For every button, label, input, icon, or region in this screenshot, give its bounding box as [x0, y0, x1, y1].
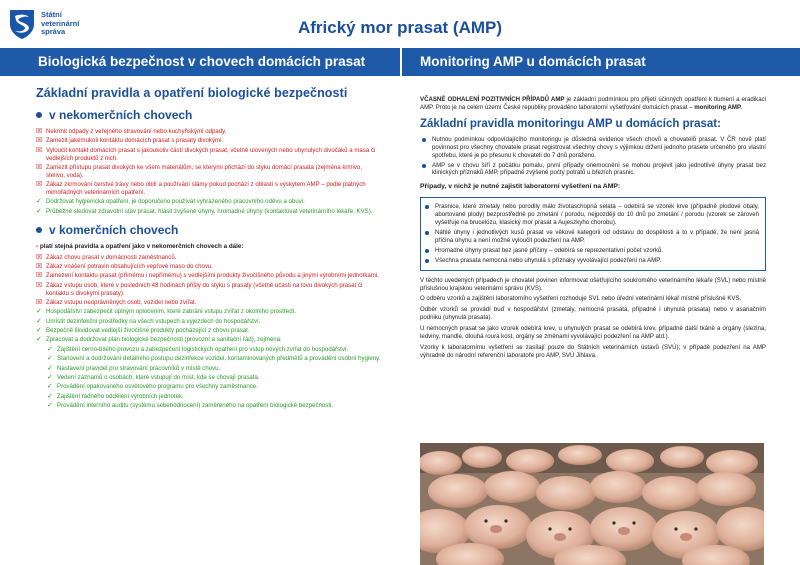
list-item-text: Provádění interního auditu (systému sebehodnocení) zaměřeného na opatření biologické bezpečnosti. [57, 402, 334, 410]
list-item [423, 203, 759, 227]
list-item-text: Vedení záznamů o osobách, které vstupují do míst, kde se chovají prasata. [57, 374, 260, 382]
list-item [47, 355, 382, 363]
intro-end: monitoring AMP. [694, 103, 742, 111]
list-item-text: Zajištění řádného oddělení výrobních jednotek. [57, 392, 184, 400]
list-item-text: Zpracovat a dodržovat plán biologické bezpečnosti (provozní a sanitační řád), zejména: [46, 336, 282, 344]
list-item [36, 147, 382, 163]
list-item [36, 272, 382, 280]
list-item-text: Hospodářství zabezpečit úplným oplocením, které zabrání vstupu zvířat z okolního prostředí. [46, 308, 296, 316]
list-item-text: Prasnice, které zmetaly nebo porodily málo životaschopná selata – odebírá se vzorek krve (případně plodové obaly, abortované plody) bezprostředně po zmetání / porodu, nejpozději do 10 dnů po zmetání / porodu (vzorek se zároveň vyšetřuje na brucelózu, klasický mor prasat a Aujeszkyho chorobu). [435, 203, 759, 227]
paragraph: Vzorky k laboratornímu vyšetření se zasílají pouze do Státních veterinárních ústavů (SVÚ); v případě podezření na AMP výhradně do národní referenční laboratoře pro AMP, SVÚ Jihlava. [420, 343, 766, 359]
monitoring-heading: Základní pravidla monitoringu AMP u domácích prasat: [420, 117, 721, 130]
list-item-text: Nastavení pravidel pro stravování pracovníků v místě chovu. [57, 364, 221, 372]
paragraph: U nemocných prasat se jako vzorek odebírá krev, u uhynulých prasat se odebírá krev, případně další tkáně a orgány (slezina, ledviny, mandle, dlouhá roura kost, orgány se změnami vyvolávající podezření na AMP atd.). [420, 325, 766, 341]
section-bar-monitoring: Monitoring AMP u domácích prasat [402, 48, 800, 76]
list-item-text: Zákaz chovu prasat v domácnosti zaměstnanců. [46, 253, 177, 261]
page-header [0, 0, 800, 46]
section-title: v komerčních chovech [49, 222, 179, 237]
list-item-text: Stanovení a dodržování detailního postupu dezinfekce vozidel, kontaminovaných předmětů a provádění osobní hygieny. [57, 355, 381, 363]
list-item [47, 393, 382, 401]
list-item-text: Zákaz vstupu osob, které v posledních 48 hodinách přišly do styku s prasaty (včetně účasti na lovu divokých prasat či kontaktu s divokými prasaty). [46, 281, 363, 297]
list-item-text: Vyloučit kontakt domácích prasat s jakoukoliv částí divokých prasat, včetně ulovených nebo uhynulých divočáků a masa či vedlejších produktů z nich. [46, 146, 376, 162]
list-item-text: Dodržovat hygienická opatření, je doporučeno používat vyhrazeného pracovního oděvu a obuvi. [46, 198, 305, 206]
x-box-icon: ☒ [36, 128, 43, 135]
x-box-icon: ☒ [36, 262, 43, 270]
check-icon: ✓ [47, 345, 53, 353]
list-item-text: Zamezit jakémukoli kontaktu domácích prasat s prasaty divokými. [46, 137, 224, 145]
cases-list [423, 203, 759, 264]
bullet-icon [422, 138, 426, 142]
paragraph: V těchto uvedených případech je chovatel povinen informovat ošetřujícího soukromého veterinárního lékaře (SVL) nebo místně příslušnou krajskou veterinární správu (KVS). [420, 276, 766, 292]
list-item [36, 327, 382, 335]
list-item-text: Nekrmit odpady z veřejného stravování nebo kuchyňskými odpady. [46, 128, 227, 135]
paragraph: O odběru vzorků a zajištění laboratorního vyšetření rozhoduje SVL nebo úřední veterinární lékař místně příslušné KVS. [420, 295, 742, 303]
bullet-icon [36, 227, 42, 233]
logo-line: veterinární [41, 18, 80, 28]
cases-box [420, 197, 766, 270]
list-item-text: Bezpečně likvidovat vedlejší živočišné produkty pocházející z chovu prasat. [46, 327, 250, 335]
check-icon: ✓ [36, 207, 42, 215]
list-item-text: Zákaz zkrmování čerstvé trávy nebo obilí a používání slámy pokud pochází z oblastí s výskytem AMP – podle platných mimořádných veterinárních opatření. [46, 181, 366, 196]
list-item-text: Všechna prasata nemocná nebo uhynulá s příznaky vyvolávající podezření na AMP. [435, 256, 662, 264]
section-bar-biosecurity: Biologická bezpečnost v chovech domácích prasat [0, 48, 400, 76]
list-item-text: Zákaz vstupu neoprávněných osob, vozidel nebo zvířat. [46, 298, 197, 306]
check-icon: ✓ [47, 402, 53, 410]
monitoring-paragraphs [420, 277, 766, 360]
list-item-text: Náhlé úhyny i jednotlivých kusů prasat ve věkové kategorii od odstavu do dospělosti a to v případě, že není jasná příčina úhynu a není možné vyloučit podezření na AMP. [435, 228, 759, 244]
list-item [423, 229, 759, 245]
check-icon: ✓ [36, 308, 42, 316]
logo-line: správa [41, 27, 66, 37]
list-item [36, 263, 382, 271]
list-item [36, 128, 382, 136]
cases-title: Případy, v nichž je nutné zajistit laboratorní vyšetření na AMP: [420, 183, 621, 191]
list-item-text: Nutnou podmínkou odpovídajícího monitoringu je důsledná evidence všech chovů a chovatelů prasat. V ČR nově platí povinnost pro všechny chovatele prasat registrovat všechny chovy s výjimkou držení jednoho prasete určeného pro vlastní spotřebu, které je po přesunu k chovateli do 7 dnů poraženo. [432, 135, 766, 159]
bullet-icon [425, 249, 429, 253]
list-item [36, 299, 382, 307]
biosecurity-heading: Základní pravidla a opatření biologické bezpečnosti [36, 86, 348, 100]
list-item [36, 164, 382, 180]
x-box-icon: ☒ [36, 272, 43, 280]
list-item [36, 198, 382, 206]
intro-paragraph [420, 96, 766, 112]
x-box-icon: ☒ [36, 298, 43, 306]
list-item [47, 365, 382, 373]
check-icon: ✓ [47, 374, 53, 382]
intro-bold: VČASNÉ ODHALENÍ POZITIVNÍCH PŘÍPADŮ AMP [420, 96, 565, 103]
list-item-text: Průběžně sledovat zdravotní stav prasat, hlásit zvýšené úhyny, hromadné úhyny (kontaktovat veterinárního lékaře, KVS). [46, 207, 373, 215]
list-item [423, 247, 759, 255]
list-item-text: Zákaz vnášení potravin obsahujících vepřové maso do chovu. [46, 262, 213, 270]
bullet-icon [36, 112, 42, 118]
list-item-text: Hromadné úhyny prasat bez jasné příčiny – odebírá se reprezentativní počet vzorků. [435, 246, 663, 254]
bullet-icon [422, 164, 426, 168]
x-box-icon: ☒ [36, 146, 43, 154]
pigs-photo [420, 443, 764, 565]
logo-line: Státní [41, 10, 62, 20]
list-item [36, 181, 382, 197]
list-item [36, 137, 382, 145]
bullet-icon [425, 231, 429, 235]
check-icon: ✓ [36, 327, 42, 335]
check-icon: ✓ [47, 355, 53, 363]
page-title: Africký mor prasat (AMP) [297, 18, 503, 37]
list-item-text: Umístit dezinfekční prostředky na všech vstupech a výjezdech do hospodářství. [46, 317, 261, 325]
section-noncommercial [36, 108, 382, 122]
list-item [36, 254, 382, 262]
list-item-text: Zamezení kontaktu prasat (přímému i nepřímému) s vedlejšími produkty živočišného původu a jinými výrobními jednotkami. [46, 272, 379, 280]
list-item [36, 308, 382, 316]
commercial-list [36, 254, 382, 410]
check-icon: ✓ [47, 392, 53, 400]
list-item [423, 257, 759, 265]
list-item-text: AMP se v chovu šíří z počátku pomalu, první případy onemocnění se mohou projevit jako jednotlivé úhyny prasat bez klinických příznaků AMP, případně zvýšené počty potratů u březích prasnic. [432, 161, 766, 177]
list-item-text: Zamezit přístupu prasat divokých ke všem materiálům, se kterými přichází do styku domácí prasata (zejména krmivo, stelivo, voda). [46, 163, 362, 179]
list-item [420, 136, 766, 160]
list-item [47, 346, 382, 354]
x-box-icon: ☒ [36, 253, 43, 261]
list-item-text: Provádění opakovaného osvětového programu pro všechny zaměstnance. [57, 383, 258, 391]
list-item [47, 374, 382, 382]
list-item [47, 402, 382, 410]
pigs-photo-illustration [420, 443, 764, 565]
x-box-icon: ☒ [36, 281, 43, 289]
noncommercial-list [36, 128, 382, 216]
list-item [420, 162, 766, 178]
check-icon: ✓ [47, 364, 53, 372]
list-item [36, 336, 382, 344]
list-item [36, 282, 382, 298]
check-icon: ✓ [36, 198, 42, 206]
section-commercial [36, 223, 382, 237]
list-item [36, 318, 382, 326]
biosecurity-column [36, 86, 382, 412]
check-icon: ✓ [47, 383, 53, 391]
list-item [47, 383, 382, 391]
intro-rest: je základní podmínkou pro přijetí účinných opatření k tlumení a eradikaci AMP. Proto je na celém území České republiky prováděno laboratorní vyšetřování domácích prasat – [420, 96, 766, 111]
x-box-icon: ☒ [36, 137, 43, 145]
check-icon: ✓ [36, 336, 42, 344]
monitoring-rules-list [420, 136, 766, 178]
monitoring-column [420, 96, 766, 363]
check-icon: ✓ [36, 317, 42, 325]
bullet-icon [425, 205, 429, 209]
x-box-icon: ☒ [36, 181, 43, 189]
section-note: - platí stejná pravidla a opatření jako v nekomerčních chovech a dále: [36, 242, 244, 250]
bullet-icon [425, 259, 429, 263]
list-item-text: Zajištění černo-bílého provozu a zabezpečení logistických opatření pro vstup nových zvířat do hospodářství. [57, 345, 349, 353]
list-item [36, 208, 382, 216]
x-box-icon: ☒ [36, 163, 43, 171]
paragraph: Odběr vzorků se provádí buď v hospodářství (zmetaly, nemocná prasata, případně i uhynulá prasata) nebo v asanačním podniku (uhynulá prasata). [420, 306, 766, 322]
section-title: v nekomerčních chovech [49, 108, 193, 122]
